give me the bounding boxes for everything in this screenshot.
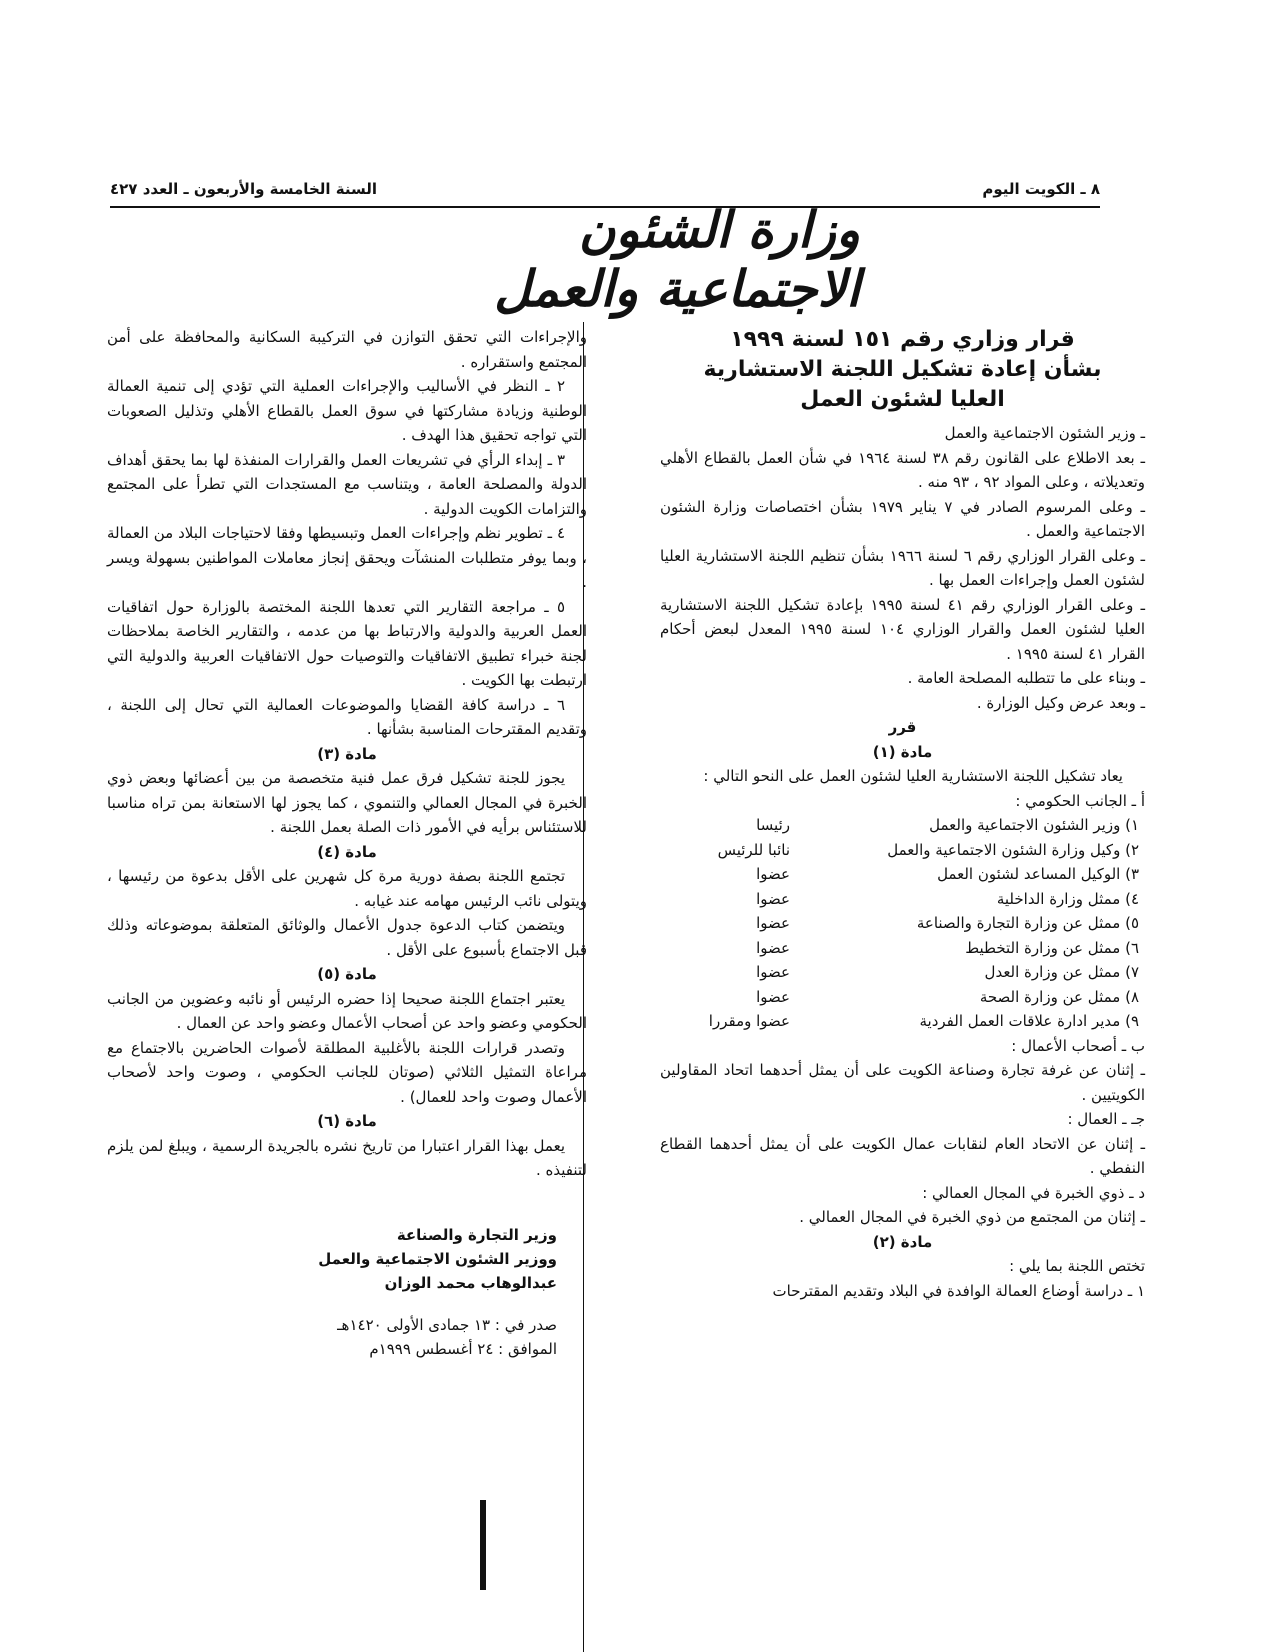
member-role: عضوا <box>756 938 790 957</box>
member-name: ٣) الوكيل المساعد لشئون العمل <box>937 865 1139 883</box>
preamble-4: ـ وعلى القرار الوزاري رقم ٦ لسنة ١٩٦٦ بشأن تنظيم اللجنة الاستشارية العليا لشئون العمل وإجراءات العمل بها . <box>660 546 1146 589</box>
article-5-title: مادة (٥) <box>317 965 377 983</box>
member-row <box>660 813 1145 838</box>
member-role: رئيسا <box>756 816 790 834</box>
issue-date-gregorian: الموافق : ٢٤ أغسطس ١٩٩٩م <box>369 1340 557 1358</box>
decree-subtitle: بشأن إعادة تشكيل اللجنة الاستشارية <box>703 357 1102 382</box>
article-3-text: يجوز للجنة تشكيل فرق عمل فنية متخصصة من بين أعضائها وبعض ذوي الخبرة في المجال العمالي والتنموي ، كما يجوز لها الاستعانة بمن تراه مناسبا للاستئناس برأيه في الأمور ذات الصلة بعمل اللجنة . <box>107 769 587 836</box>
article-4-text-2: ويتضمن كتاب الدعوة جدول الأعمال والوثائق المتعلقة بموضوعاته وذلك قبل الاجتماع بأسبوع على الأقل . <box>107 916 587 959</box>
right-column <box>660 325 1145 1303</box>
ministry-masthead <box>380 200 860 318</box>
member-row <box>660 911 1145 936</box>
preamble-2: ـ بعد الاطلاع على القانون رقم ٣٨ لسنة ١٩٦٤ في شأن العمل بالقطاع الأهلي وتعديلاته ، وعلى المواد ٩٢ ، ٩٣ منه . <box>660 448 1145 491</box>
article-6-text: يعمل بهذا القرار اعتبارا من تاريخ نشره بالجريدة الرسمية ، ويبلغ لمن يلزم لتنفيذه . <box>107 1136 587 1179</box>
member-row <box>660 1009 1145 1034</box>
experts-text: ـ إثنان من المجتمع من ذوي الخبرة في المجال العمالي . <box>799 1208 1145 1226</box>
member-name: ٨) ممثل عن وزارة الصحة <box>979 987 1139 1006</box>
article-2-item-1: ١ ـ دراسة أوضاع العمالة الوافدة في البلاد وتقديم المقترحات <box>772 1281 1145 1300</box>
member-row <box>660 838 1145 863</box>
member-role: نائبا للرئيس <box>717 840 790 859</box>
article-2-item-5: ٥ ـ مراجعة التقارير التي تعدها اللجنة المختصة بالوزارة حول اتفاقيات العمل العربية والدولية والارتباط بها من عدمه ، والتقارير الخاصة بملاحظات لجنة خبراء تطبيق الاتفاقيات والتوصيات حول الاتفاقيات العربية والدولية التي ارتبطت بها الكويت . <box>107 597 587 689</box>
member-role: عضوا <box>756 987 790 1006</box>
article-4-title: مادة (٤) <box>317 842 377 861</box>
preamble-5: ـ وعلى القرار الوزاري رقم ٤١ لسنة ١٩٩٥ بإعادة تشكيل اللجنة الاستشارية العليا لشئون العمل والقرار الوزاري ١٠٤ لسنة ١٩٩٥ المعدل لبعض أحكام القرار ٤١ لسنة ١٩٩٥ . <box>660 595 1145 663</box>
member-role: عضوا <box>756 963 790 981</box>
article-4-text-1: تجتمع اللجنة بصفة دورية مرة كل شهرين على الأقل بدعوة من رئيسها ، ويتولى نائب الرئيس مهامه عند غيابه . <box>107 867 587 910</box>
employers-text: ـ إثنان عن غرفة تجارة وصناعة الكويت على أن يمثل أحدهما اتحاد المقاولين الكويتيين . <box>660 1061 1145 1104</box>
employers-title: ب ـ أصحاب الأعمال : <box>1011 1036 1145 1055</box>
article-2-item-2: ٢ ـ النظر في الأساليب والإجراءات العملية التي تؤدي إلى تنمية العمالة الوطنية وزيادة مشاركتها في سوق العمل بالقطاع الأهلي وتذليل الصعوبات التي تواجه تحقيق هذا الهدف . <box>107 377 587 444</box>
article-2-item-3: ٣ ـ إبداء الرأي في تشريعات العمل والقرارات المنفذة لها بما يحقق أهداف الدولة والمصلحة العامة ، ويتناسب مع المستجدات التي تطرأ على المجتمع والتزامات الكويت الدولية . <box>107 450 587 518</box>
scan-mark <box>480 1500 486 1590</box>
member-row <box>660 960 1145 985</box>
article-2-item-1-cont: والإجراءات التي تحقق التوازن في التركيبة السكانية والمحافظة على أمن المجتمع واستقراره . <box>107 328 587 371</box>
decree-subtitle-2: العليا لشئون العمل <box>800 387 1005 412</box>
header-issue: السنة الخامسة والأربعون ـ العدد ٤٢٧ <box>110 180 378 198</box>
members-list <box>660 813 1145 1034</box>
member-role: عضوا <box>756 914 790 932</box>
member-name: ٢) وكيل وزارة الشئون الاجتماعية والعمل <box>887 840 1139 859</box>
article-2-item-6: ٦ ـ دراسة كافة القضايا والموضوعات العمالية التي تحال إلى اللجنة ، وتقديم المقترحات المناسبة بشأنها . <box>107 695 587 738</box>
page-header <box>110 176 1100 202</box>
preamble-1: ـ وزير الشئون الاجتماعية والعمل <box>944 424 1145 442</box>
issue-date-hijri: صدر في : ١٣ جمادى الأولى ١٤٢٠هـ <box>337 1315 557 1334</box>
member-name: ٤) ممثل وزارة الداخلية <box>996 889 1139 908</box>
member-row <box>660 985 1145 1010</box>
decree-title: قرار وزاري رقم ١٥١ لسنة ١٩٩٩ <box>730 327 1075 352</box>
left-column <box>107 325 587 1362</box>
member-name: ٥) ممثل عن وزارة التجارة والصناعة <box>916 914 1139 932</box>
member-name: ٦) ممثل عن وزارة التخطيط <box>965 938 1139 957</box>
signatory-title-2: ووزير الشئون الاجتماعية والعمل <box>318 1249 557 1268</box>
issue-dates <box>107 1313 587 1362</box>
article-2-intro: تختص اللجنة بما يلي : <box>1009 1257 1145 1275</box>
preamble-7: ـ وبعد عرض وكيل الوزارة . <box>976 693 1145 712</box>
member-role: عضوا <box>756 865 790 883</box>
signatory-name: عبدالوهاب محمد الوزان <box>384 1273 557 1292</box>
article-6-title: مادة (٦) <box>317 1112 377 1130</box>
article-5-text-2: وتصدر قرارات اللجنة بالأغلبية المطلقة لأصوات الحاضرين بالاجتماع مع مراعاة التمثيل الثلاثي (صوتان للجانب الحكومي ، وصوت واحد لأصحاب الأعمال وصوت واحد للعمال) . <box>107 1038 587 1106</box>
article-2-item-4: ٤ ـ تطوير نظم وإجراءات العمل وتبسيطها وفقا لاحتياجات البلاد من العمالة ، وبما يوفر متطلبات المنشآت ويحقق إنجاز معاملات المواطنين بسهولة ويسر . <box>107 524 587 591</box>
member-role: عضوا <box>756 889 790 908</box>
workers-title: جـ ـ العمال : <box>1067 1110 1145 1128</box>
experts-title: د ـ ذوي الخبرة في المجال العمالي : <box>922 1183 1145 1202</box>
member-name: ٩) مدير ادارة علاقات العمل الفردية <box>919 1012 1139 1030</box>
workers-text: ـ إثنان عن الاتحاد العام لنقابات عمال الكويت على أن يمثل أحدهما القطاع النفطي . <box>660 1134 1145 1177</box>
decided-label: قرر <box>888 718 917 736</box>
signature-block <box>107 1223 587 1295</box>
member-role: عضوا ومقررا <box>708 1012 790 1030</box>
article-1-text: يعاد تشكيل اللجنة الاستشارية العليا لشئون العمل على النحو التالي : <box>703 767 1123 785</box>
signatory-title-1: وزير التجارة والصناعة <box>396 1225 557 1244</box>
member-name: ١) وزير الشئون الاجتماعية والعمل <box>929 816 1139 834</box>
member-row <box>660 862 1145 887</box>
preamble-3: ـ وعلى المرسوم الصادر في ٧ يناير ١٩٧٩ بشأن اختصاصات وزارة الشئون الاجتماعية والعمل . <box>660 497 1145 540</box>
gov-section-title: أ ـ الجانب الحكومي : <box>1015 791 1145 810</box>
member-name: ٧) ممثل عن وزارة العدل <box>984 963 1139 981</box>
article-1-title: مادة (١) <box>872 742 933 761</box>
article-3-title: مادة (٣) <box>317 744 377 763</box>
header-newspaper-page: ٨ ـ الكويت اليوم <box>982 180 1100 198</box>
masthead-text: وزارة الشئون الاجتماعية والعمل <box>494 200 860 318</box>
article-2-title: مادة (٢) <box>872 1232 933 1251</box>
member-row <box>660 936 1145 961</box>
preamble-6: ـ وبناء على ما تتطلبه المصلحة العامة . <box>907 669 1145 687</box>
article-5-text-1: يعتبر اجتماع اللجنة صحيحا إذا حضره الرئيس أو نائبه وعضوين من الجانب الحكومي وعضو واحد عن أصحاب الأعمال وعضو واحد عن العمال . <box>107 989 587 1032</box>
member-row <box>660 887 1145 912</box>
